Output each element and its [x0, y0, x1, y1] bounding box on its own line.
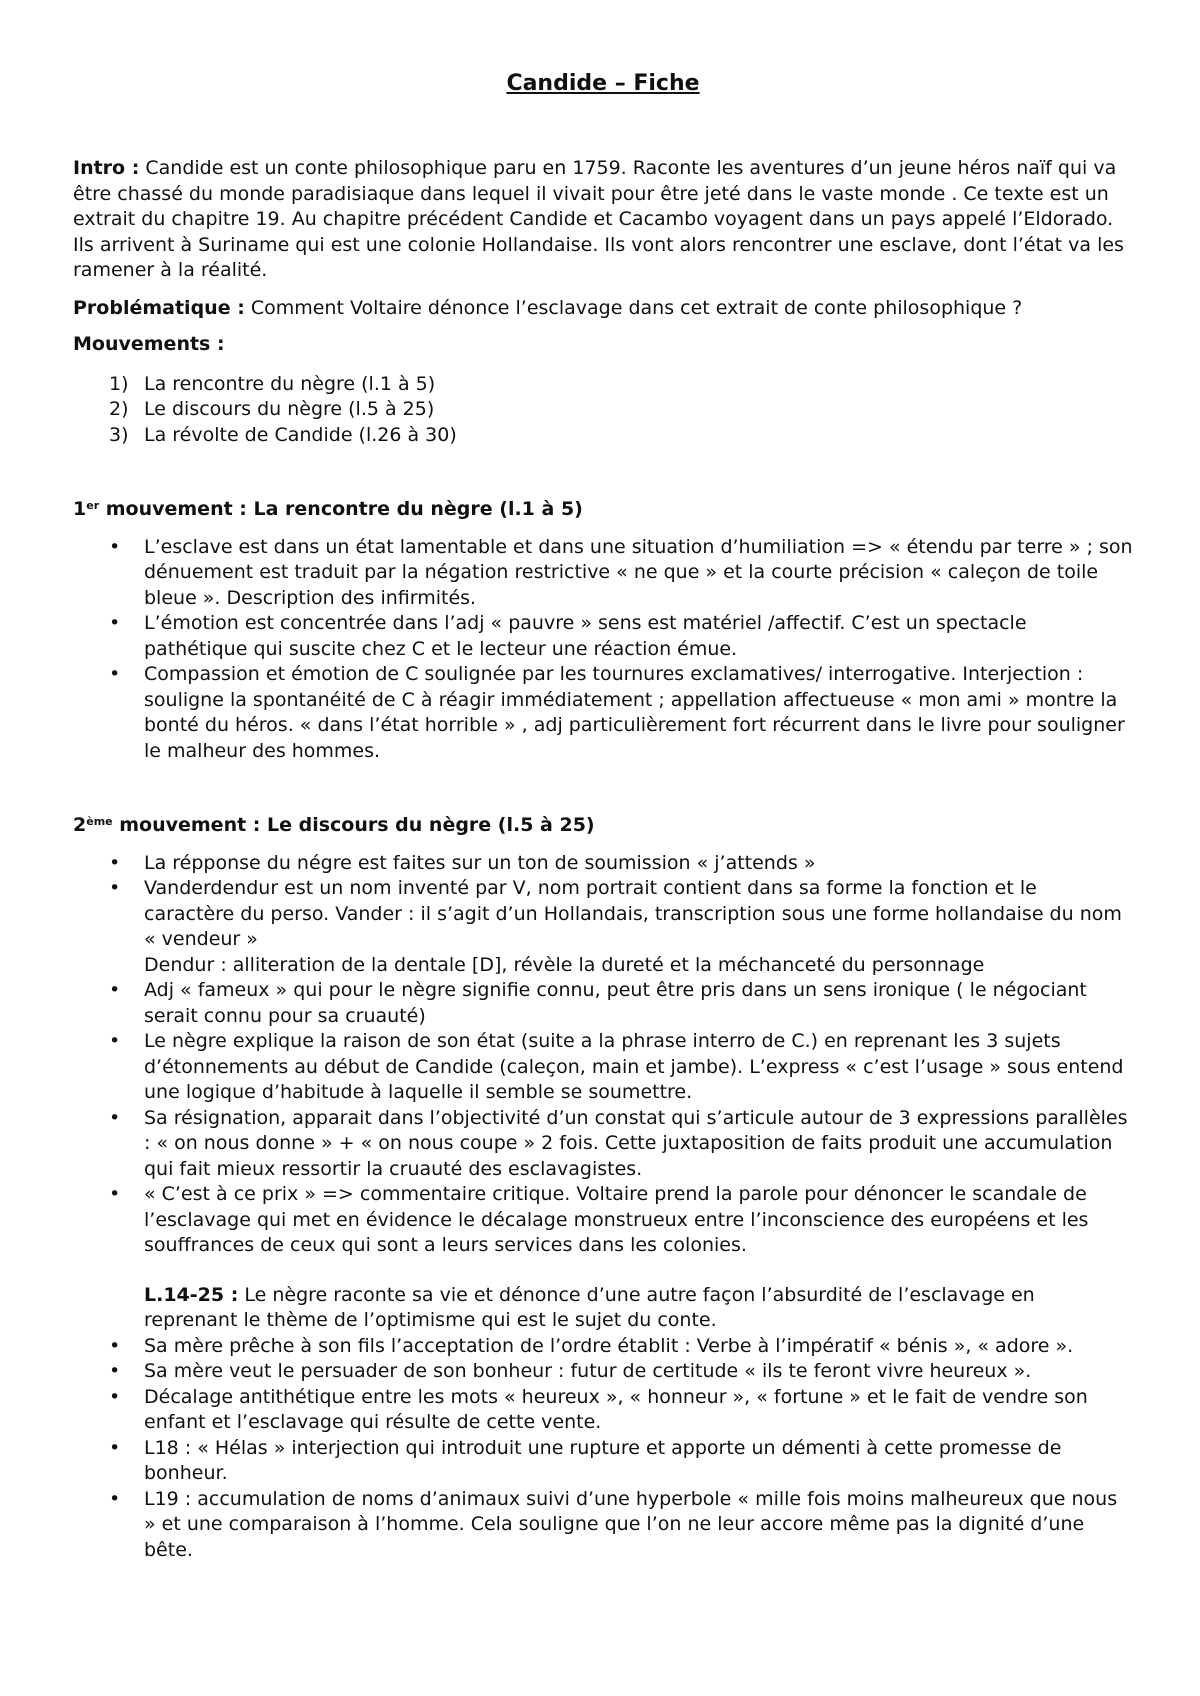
section-number: 2: [73, 814, 87, 836]
bullet-item: [73, 1182, 1133, 1259]
bullet-icon: •: [109, 1385, 121, 1408]
document-page: [73, 70, 1133, 1563]
section-ordinal: ème: [86, 815, 113, 828]
problematique-label: Problématique :: [73, 296, 245, 319]
bullet-item: [73, 662, 1133, 764]
section2-bullets-2: [73, 1334, 1133, 1564]
list-number: 1): [109, 372, 129, 395]
bullet-text: Sa résignation, apparait dans l’objectivité d’un constat qui s’articule autour de 3 expressions parallèles : « on nous donne » + « on nous coupe » 2 fois. Cette juxtaposition de faits produit une accumulation qui fait mieux ressortir la cruauté des esclavagistes.: [144, 1106, 1128, 1180]
bullet-item: [73, 1385, 1133, 1436]
bullet-icon: •: [109, 979, 121, 1001]
bullet-text: Sa mère veut le persuader de son bonheur : futur de certitude « ils te feront vivre heureux ».: [144, 1360, 1032, 1382]
mouvements-list: [73, 372, 1133, 449]
bullet-item: [73, 1334, 1133, 1360]
bullet-item: [73, 851, 1133, 877]
mouvements-label: Mouvements :: [73, 333, 225, 355]
list-number: 3): [109, 423, 129, 446]
bullet-icon: •: [109, 1030, 121, 1052]
list-number: 2): [109, 398, 129, 420]
l14-25-paragraph: [73, 1283, 1133, 1334]
section-heading-1: [73, 497, 1133, 523]
bullet-text: Sa mère prêche à son fils l’acceptation de l’ordre établit : Verbe à l’impératif « bénis », « adore ».: [144, 1334, 1074, 1357]
bullet-text: La répponse du négre est faites sur un ton de soumission « j’attends »: [144, 851, 816, 874]
list-item-text: La rencontre du nègre (l.1 à 5): [144, 372, 436, 395]
bullet-icon: •: [109, 851, 121, 874]
bullet-icon: •: [109, 1436, 121, 1459]
l14-25-text: Le nègre raconte sa vie et dénonce d’une autre façon l’absurdité de l’esclavage en reprenant le thème de l’optimisme qui est le sujet du conte.: [144, 1283, 1035, 1331]
bullet-text: Compassion et émotion de C soulignée par les tournures exclamatives/ interrogative. Interjection : souligne la spontanéité de C à réagir immédiatement ; appellation affectueuse « mon ami » montre la bonté du héros. « dans l’état horrible » , adj particulièrement fort récurrent dans le livre pour souligner le malheur des hommes.: [144, 663, 1125, 762]
bullet-item: [73, 1436, 1133, 1487]
section2-bullets: [73, 851, 1133, 1259]
bullet-icon: •: [109, 1360, 121, 1382]
bullet-icon: •: [109, 535, 121, 558]
bullet-item: [73, 978, 1133, 1029]
bullet-item: [73, 1029, 1133, 1106]
bullet-icon: •: [109, 663, 121, 685]
bullet-item: [73, 876, 1133, 978]
section-number: 1: [73, 498, 87, 520]
bullet-icon: •: [109, 1106, 121, 1129]
bullet-item: [73, 1106, 1133, 1183]
list-item: [73, 372, 1133, 398]
bullet-icon: •: [109, 1334, 121, 1357]
list-item: [73, 423, 1133, 449]
list-item-text: La révolte de Candide (l.26 à 30): [144, 423, 457, 446]
bullet-icon: •: [109, 1183, 121, 1205]
bullet-item: [73, 611, 1133, 662]
section-title: mouvement : La rencontre du nègre (l.1 à 5): [99, 498, 583, 520]
section-ordinal: er: [86, 499, 100, 512]
l14-25-label: L.14-25 :: [144, 1283, 239, 1306]
bullet-item: [73, 535, 1133, 612]
bullet-icon: •: [109, 877, 121, 899]
section-heading-2: [73, 813, 1133, 839]
problematique-text: Comment Voltaire dénonce l’esclavage dans cet extrait de conte philosophique ?: [244, 296, 1023, 319]
list-item: [73, 397, 1133, 423]
intro-label: Intro :: [73, 157, 140, 179]
bullet-item: [73, 1487, 1133, 1564]
problematique-paragraph: [73, 296, 1133, 322]
bullet-text: « C’est à ce prix » => commentaire critique. Voltaire prend la parole pour dénoncer le scandale de l’esclavage qui met en évidence le décalage monstrueux entre l’inconscience des européens et les souffrances de ceux qui sont a leurs services dans les colonies.: [144, 1183, 1089, 1256]
page-title: Candide – Fiche: [506, 71, 700, 96]
bullet-icon: •: [109, 1487, 121, 1510]
bullet-icon: •: [109, 612, 121, 634]
bullet-text: Le nègre explique la raison de son état (suite a la phrase interro de C.) en reprenant les 3 sujets d’étonnements au début de Candide (caleçon, main et jambe). L’express « c’est l’usage » sous entend une logique d’habitude à laquelle il semble se soumettre.: [144, 1030, 1124, 1103]
bullet-text: Vanderdendur est un nom inventé par V, nom portrait contient dans sa forme la fonction et le caractère du perso. Vander : il s’agit d’un Hollandais, transcription sous une forme hollandaise du nom « vendeur »: [144, 877, 1122, 950]
bullet-continuation: Dendur : alliteration de la dentale [D], révèle la dureté et la méchanceté du personnage: [144, 953, 985, 976]
bullet-text: Adj « fameux » qui pour le nègre signifie connu, peut être pris dans un sens ironique ( le négociant serait connu pour sa cruauté): [144, 979, 1087, 1027]
bullet-text: L’émotion est concentrée dans l’adj « pauvre » sens est matériel /affectif. C’est un spectacle pathétique qui suscite chez C et le lecteur une réaction émue.: [144, 612, 1027, 660]
bullet-text: Décalage antithétique entre les mots « heureux », « honneur », « fortune » et le fait de vendre son enfant et l’esclavage qui résulte de cette vente.: [144, 1385, 1088, 1433]
bullet-item: [73, 1359, 1133, 1385]
section1-bullets: [73, 535, 1133, 765]
section-title: mouvement : Le discours du nègre (l.5 à 25): [112, 814, 595, 836]
bullet-text: L18 : « Hélas » interjection qui introduit une rupture et apporte un démenti à cette promesse de bonheur.: [144, 1436, 1062, 1484]
bullet-text: L19 : accumulation de noms d’animaux suivi d’une hyperbole « mille fois moins malheureux que nous » et une comparaison à l’homme. Cela souligne que l’on ne leur accore même pas la dignité d’une bête.: [144, 1487, 1118, 1561]
intro-text: Candide est un conte philosophique paru en 1759. Raconte les aventures d’un jeune héros naïf qui va être chassé du monde paradisiaque dans lequel il vivait pour être jeté dans le vaste monde . Ce texte est un extrait du chapitre 19. Au chapitre précédent Candide et Cacambo voyagent dans un pays appelé l’Eldorado. Ils arrivent à Suriname qui est une colonie Hollandaise. Ils vont alors rencontrer une esclave, dont l’état va les ramener à la réalité.: [73, 157, 1124, 281]
intro-paragraph: [73, 156, 1133, 284]
bullet-text: L’esclave est dans un état lamentable et dans une situation d’humiliation => « étendu par terre » ; son dénuement est traduit par la négation restrictive « ne que » et la courte précision « caleçon de toile bleue ». Description des infirmités.: [144, 535, 1133, 609]
list-item-text: Le discours du nègre (l.5 à 25): [144, 398, 435, 420]
